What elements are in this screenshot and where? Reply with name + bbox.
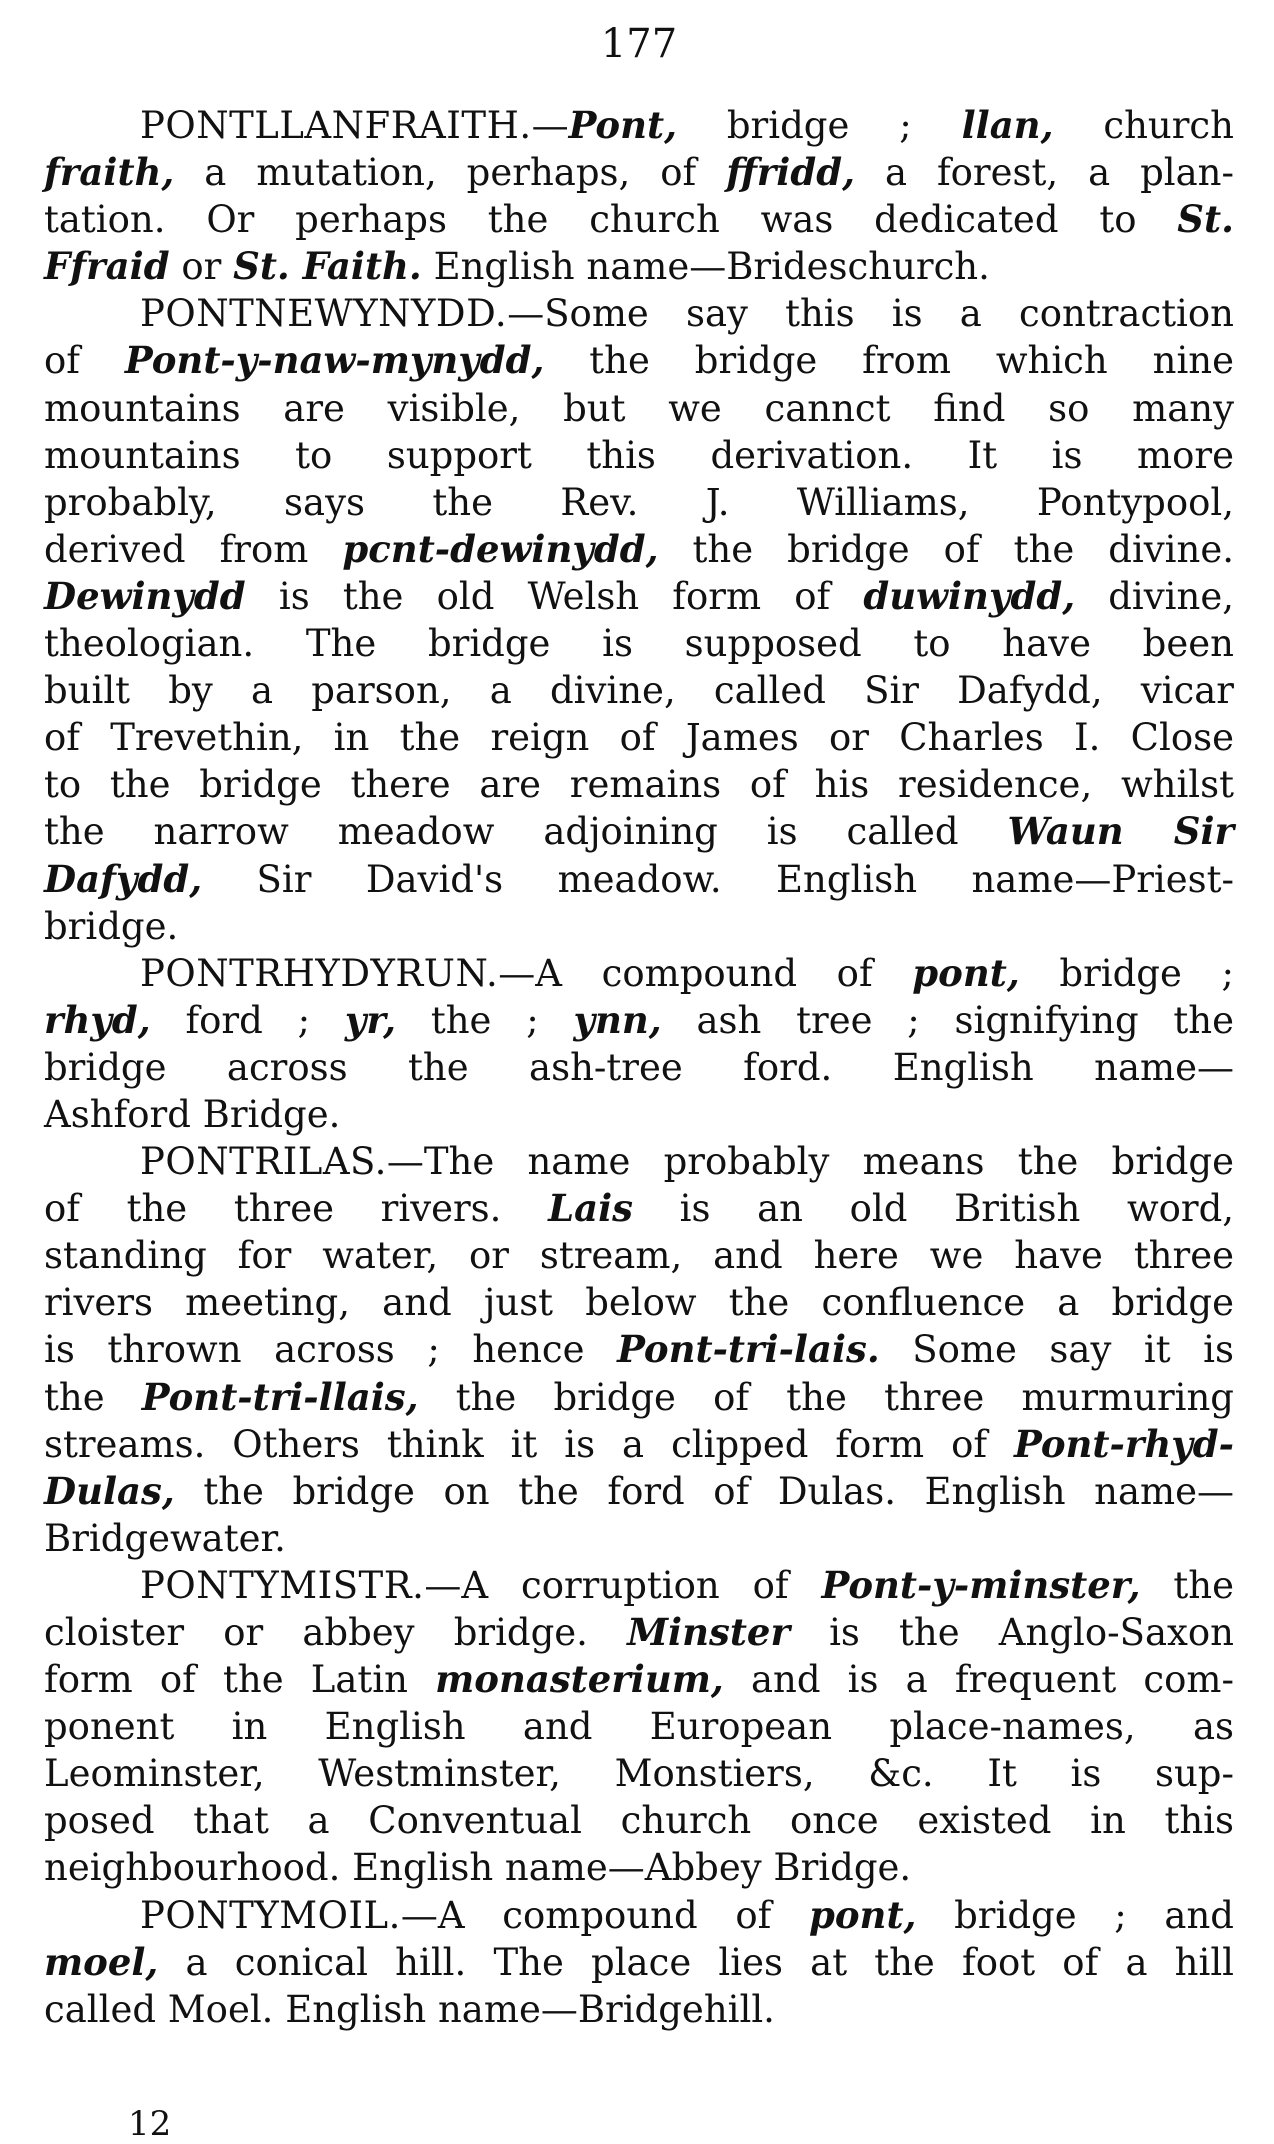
- welsh-term: fraith,: [44, 150, 175, 195]
- text-line: to the bridge there are remains of his residence, whilst: [44, 763, 1234, 807]
- gloss: —A corruption of: [424, 1563, 789, 1607]
- gloss: the: [44, 1375, 105, 1419]
- gloss: cloister or abbey bridge.: [44, 1611, 588, 1654]
- text-line: [44, 573, 1234, 620]
- gloss: the bridge from which nine: [589, 339, 1235, 383]
- headword: PONTYMISTR.: [140, 1563, 425, 1607]
- gloss: the ;: [430, 998, 539, 1042]
- text-line: [44, 243, 1234, 290]
- welsh-term: Ffraid: [44, 244, 170, 289]
- text-line: [44, 1609, 1234, 1656]
- text-line: theologian. The bridge is supposed to have been: [44, 622, 1234, 666]
- welsh-term: Dulas,: [44, 1468, 175, 1513]
- text-line: [44, 1892, 1234, 1939]
- welsh-term: Pont,: [568, 103, 677, 147]
- page-number: 177: [600, 21, 678, 67]
- text-line: neighbourhood. English name—Abbey Bridge.: [44, 1846, 912, 1890]
- signature-mark: 12: [128, 2104, 172, 2144]
- text-line: [44, 1138, 1234, 1185]
- text-line: [44, 337, 1234, 384]
- welsh-term: Pont-y-naw-mynydd,: [124, 338, 545, 383]
- text-line: [44, 1326, 1234, 1373]
- text-line: called Moel. English name—Bridgehill.: [44, 1987, 775, 2031]
- text-line: [44, 1468, 1234, 1515]
- text-line: Ashford Bridge.: [44, 1092, 341, 1136]
- welsh-term: duwinydd,: [863, 573, 1076, 618]
- welsh-term: moel,: [44, 1939, 159, 1984]
- gloss: ford ;: [185, 998, 311, 1042]
- gloss: form of the Latin: [44, 1658, 408, 1702]
- text-line: [44, 1421, 1234, 1468]
- gloss: is the Anglo-Saxon: [829, 1611, 1234, 1654]
- gloss: —The name probably means the bridge: [386, 1140, 1234, 1184]
- gloss: Some say it is: [912, 1328, 1234, 1372]
- text-line: built by a parson, a divine, called Sir Dafydd, vicar: [44, 669, 1234, 713]
- text-line: standing for water, or stream, and here we have three: [44, 1234, 1234, 1278]
- welsh-term: Lais: [548, 1186, 633, 1231]
- gloss: is the old Welsh form of: [278, 574, 831, 618]
- english-name: the bridge on the ford of Dulas. English name—: [203, 1469, 1234, 1513]
- gloss: a mutation, perhaps, of: [204, 151, 697, 195]
- text-line: rivers meeting, and just below the confluence a bridge: [44, 1281, 1234, 1325]
- welsh-term: St. Faith.: [233, 244, 422, 289]
- gloss: —A compound of: [400, 1893, 772, 1937]
- welsh-term: St.: [1177, 197, 1234, 242]
- headword: PONTLLANFRAITH.: [140, 104, 532, 147]
- text-line: [44, 856, 1234, 903]
- text-line: bridge across the ash-tree ford. English name—: [44, 1045, 1234, 1089]
- welsh-term: ffridd,: [726, 150, 855, 195]
- gloss: of the three rivers.: [44, 1187, 502, 1231]
- gloss: or: [181, 245, 222, 289]
- welsh-term: Pont-y-minster,: [821, 1562, 1141, 1607]
- headword: PONTNEWYNYDD.: [140, 292, 508, 336]
- welsh-term: llan,: [961, 103, 1054, 147]
- welsh-term: Pont-rhyd-: [1014, 1421, 1234, 1466]
- page-body: [44, 102, 1234, 2033]
- welsh-term: Pont-tri-llais,: [141, 1374, 419, 1419]
- text-line: [44, 808, 1234, 855]
- headword: PONTYMOIL.: [140, 1893, 401, 1937]
- gloss: the: [1173, 1563, 1234, 1607]
- welsh-term: Waun Sir: [1007, 809, 1235, 854]
- gloss: ash tree ; signifying the: [696, 998, 1235, 1042]
- gloss: is an old British word,: [679, 1187, 1235, 1231]
- entry-pontllanfraith: [44, 102, 1234, 290]
- welsh-term: Dafydd,: [44, 856, 203, 901]
- welsh-term: monasterium,: [435, 1657, 724, 1702]
- gloss: a forest, a plan-: [884, 151, 1235, 195]
- welsh-term: Minster: [627, 1610, 790, 1654]
- text-line: [44, 1185, 1234, 1232]
- text-line: [44, 950, 1234, 997]
- text-line: [44, 1939, 1234, 1986]
- welsh-term: Pont-tri-lais.: [617, 1327, 880, 1372]
- text-line: [44, 997, 1234, 1044]
- text-line: [44, 290, 1234, 337]
- welsh-term: pont,: [912, 950, 1020, 995]
- text-line: [44, 196, 1234, 243]
- welsh-term: pcnt-dewinydd,: [342, 526, 659, 571]
- entry-pontnewynydd: [44, 290, 1234, 949]
- gloss: divine,: [1108, 574, 1234, 618]
- text-line: mountains are visible, but we cannct find so many: [44, 386, 1234, 430]
- gloss: the narrow meadow adjoining is called: [44, 810, 959, 854]
- text-line: [44, 149, 1234, 196]
- text-line: Bridgewater.: [44, 1516, 286, 1560]
- text-line: [44, 1374, 1234, 1421]
- gloss: streams. Others think it is a clipped form of: [44, 1422, 988, 1466]
- entry-pontymistr: [44, 1562, 1234, 1892]
- welsh-term: ynn,: [573, 997, 662, 1042]
- gloss: of: [44, 339, 80, 383]
- headword: PONTRILAS.: [140, 1140, 387, 1184]
- gloss: bridge ;: [726, 104, 912, 147]
- entry-pontrhydyrun: [44, 950, 1234, 1138]
- text-line: [44, 102, 1234, 149]
- text-line: mountains to support this derivation. It is more: [44, 433, 1234, 477]
- text-line: probably, says the Rev. J. Williams, Pontypool,: [44, 480, 1234, 524]
- gloss: tation. Or perhaps the church was dedicated to: [44, 198, 1137, 242]
- text-line: [44, 1562, 1234, 1609]
- english-name: English name—Brideschurch.: [433, 245, 990, 289]
- gloss: and is a frequent com-: [750, 1658, 1235, 1702]
- entry-pontrilas: [44, 1138, 1234, 1562]
- welsh-term: rhyd,: [44, 997, 151, 1042]
- text-line: Leominster, Westminster, Monstiers, &c. It is sup-: [44, 1752, 1234, 1796]
- gloss: bridge ;: [1059, 951, 1234, 995]
- gloss: —Some say this is a contraction: [507, 292, 1234, 336]
- entry-pontymoil: [44, 1892, 1234, 2033]
- english-name: Sir David's meadow. English name—Priest-: [256, 857, 1235, 901]
- text-line: [44, 526, 1234, 573]
- gloss: bridge ; and: [954, 1893, 1234, 1937]
- headword: PONTRHYDYRUN.: [140, 951, 499, 995]
- text-line: posed that a Conventual church once existed in this: [44, 1799, 1234, 1843]
- gloss: the bridge of the three murmuring: [455, 1375, 1234, 1419]
- text-line: bridge.: [44, 904, 179, 948]
- gloss: derived from: [44, 527, 309, 571]
- gloss: is thrown across ; hence: [44, 1328, 585, 1372]
- gloss: a conical hill. The place lies at the foot of a hill: [185, 1940, 1235, 1984]
- text-line: [44, 1656, 1234, 1703]
- welsh-term: yr,: [344, 997, 397, 1042]
- gloss: church: [1103, 104, 1234, 147]
- welsh-term: pont,: [809, 1892, 917, 1937]
- welsh-term: Dewinydd: [44, 573, 246, 618]
- gloss: the bridge of the divine.: [692, 527, 1234, 571]
- dash: —: [531, 104, 569, 147]
- gloss: —A compound of: [498, 951, 873, 995]
- text-line: ponent in English and European place-names, as: [44, 1705, 1234, 1749]
- text-line: of Trevethin, in the reign of James or Charles I. Close: [44, 716, 1234, 760]
